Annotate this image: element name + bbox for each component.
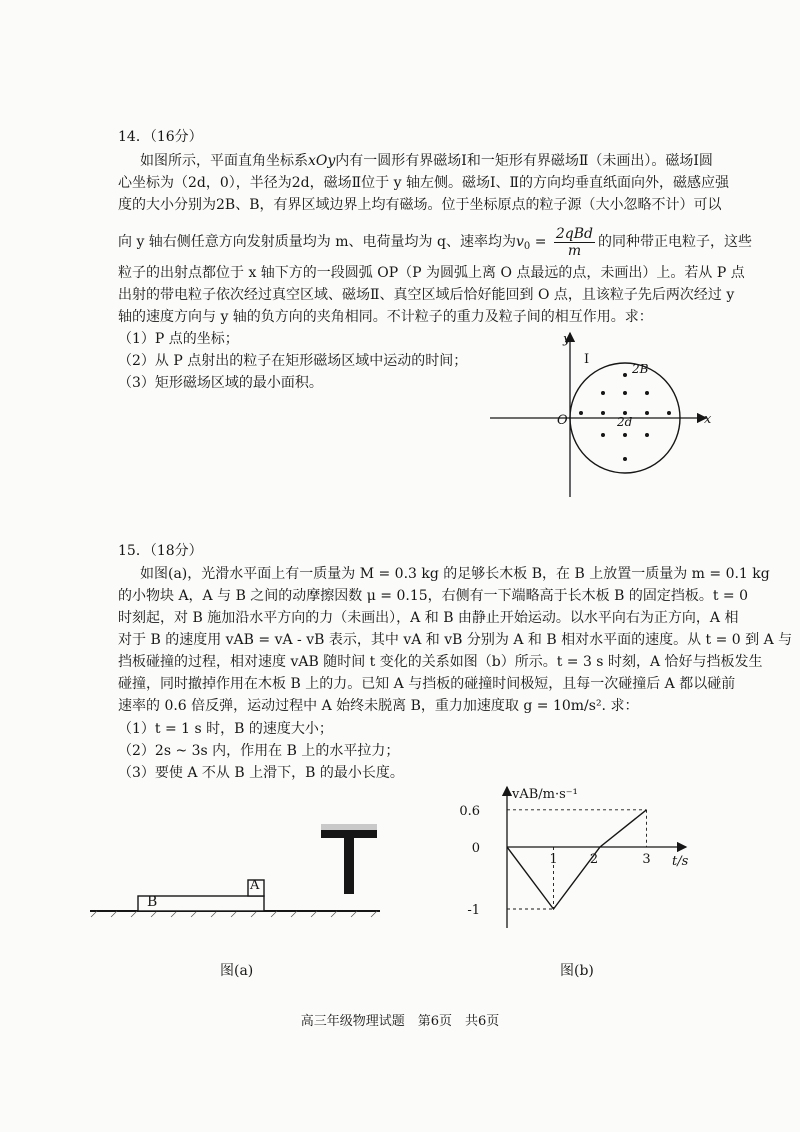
field-strength-label: 2B bbox=[632, 362, 649, 376]
q15-line-2: 的小物块 A，A 与 B 之间的动摩擦因数 μ = 0.15，右侧有一下端略高于长木板 B 的固定挡板。t = 0 bbox=[118, 588, 749, 604]
q14-field-diagram bbox=[480, 325, 720, 500]
q14-question-1: （1）P 点的坐标； bbox=[118, 331, 239, 347]
q14-line-4 bbox=[118, 222, 752, 267]
q14-line-1 bbox=[140, 150, 713, 172]
q15-line-1: 如图(a)，光滑水平面上有一质量为 M = 0.3 kg 的足够长木板 B，在 B 上放置一质量为 m = 0.1 kg bbox=[140, 566, 770, 582]
x-axis-label: x bbox=[704, 412, 712, 427]
q14-text: 的同种带正电粒子，这些 bbox=[598, 234, 753, 250]
block-a-label: A bbox=[250, 878, 260, 893]
field-dot bbox=[623, 391, 627, 395]
block-b-label: B bbox=[147, 894, 158, 910]
field-dot bbox=[645, 411, 649, 415]
field-dot bbox=[623, 457, 627, 461]
q15-line-3: 时刻起，对 B 施加沿水平方向的力（未画出），A 和 B 由静止开始运动。以水平向右为正方向，A 相 bbox=[118, 610, 739, 626]
origin-label: O bbox=[557, 413, 568, 428]
y-tick--1: -1 bbox=[467, 903, 480, 918]
fig-b-caption: 图(b) bbox=[560, 963, 594, 979]
field-dot bbox=[645, 391, 649, 395]
vab-axis-label: vAB/m·s⁻¹ bbox=[512, 787, 578, 802]
tick-labels bbox=[459, 804, 650, 918]
q14-text: 内有一圆形有界磁场Ⅰ和一矩形有界磁场Ⅱ（未画出）。磁场Ⅰ圆 bbox=[335, 153, 713, 169]
v0-symbol: v bbox=[515, 234, 524, 250]
y-axis-label: y bbox=[563, 332, 571, 347]
q15-question-1: （1）t = 1 s 时，B 的速度大小； bbox=[118, 721, 333, 737]
radius-label: 2d bbox=[617, 415, 633, 429]
q14-xoy: xOy bbox=[308, 153, 336, 169]
q15-line-7: 速率的 0.6 倍反弹，运动过程中 A 始终未脱离 B，重力加速度取 g = 10m/s². 求： bbox=[118, 698, 639, 714]
fig-a-diagram bbox=[85, 820, 385, 920]
q15-line-4: 对于 B 的速度用 vAB = vA - vB 表示，其中 vA 和 vB 分别为 A 和 B 相对水平面的速度。从 t = 0 到 A 与 bbox=[118, 632, 793, 648]
guide-lines bbox=[507, 810, 647, 909]
fraction-denominator: m bbox=[567, 242, 582, 259]
q15-question-3: （3）要使 A 不从 B 上滑下，B 的最小长度。 bbox=[118, 765, 404, 781]
speed-fraction bbox=[554, 226, 595, 259]
q15-question-2: （2）2s ~ 3s 内，作用在 B 上的水平拉力； bbox=[118, 743, 400, 759]
page-footer: 高三年级物理试题 第6页 共6页 bbox=[300, 1014, 500, 1029]
region-label: I bbox=[584, 352, 590, 367]
field-dot bbox=[579, 411, 583, 415]
q14-line-2: 心坐标为（2d，0），半径为2d，磁场Ⅱ位于 y 轴左侧。磁场Ⅰ、Ⅱ的方向均垂直纸面向外，磁感应强 bbox=[118, 175, 730, 191]
q14-text: 如图所示，平面直角坐标系 bbox=[140, 153, 308, 169]
field-dot bbox=[601, 433, 605, 437]
x-tick-2: 2 bbox=[589, 852, 599, 867]
x-tick-1: 1 bbox=[549, 852, 558, 867]
q14-line-3: 度的大小分别为2B、B，有界区域边界上均有磁场。位于坐标原点的粒子源（大小忽略不计）可以 bbox=[118, 197, 722, 213]
y-tick-0.6: 0.6 bbox=[459, 803, 480, 819]
field-dot bbox=[645, 433, 649, 437]
baffle-top-bar bbox=[321, 830, 377, 838]
q15-header: 15．（18分） bbox=[118, 543, 203, 559]
field-dot bbox=[623, 373, 627, 377]
q14-line-6: 出射的带电粒子依次经过真空区域、磁场Ⅱ、真空区域后恰好能回到 O 点，且该粒子先后两次经过 y bbox=[118, 287, 735, 303]
fraction-numerator: 2qBd bbox=[555, 225, 594, 242]
field-dot bbox=[623, 433, 627, 437]
field-dot bbox=[601, 391, 605, 395]
q14-header: 14．（16分） bbox=[118, 129, 203, 145]
q14-text: 向 y 轴右侧任意方向发射质量均为 m、电荷量均为 q、速率均为 bbox=[118, 234, 516, 250]
fig-a-caption: 图(a) bbox=[220, 963, 254, 979]
time-axis-label: t/s bbox=[672, 854, 689, 869]
equals: = bbox=[530, 234, 551, 250]
field-dot bbox=[601, 411, 605, 415]
x-tick-3: 3 bbox=[642, 852, 651, 867]
vab-series-line bbox=[507, 810, 647, 909]
baffle-post bbox=[344, 838, 354, 894]
q14-line-7: 轴的速度方向与 y 轴的负方向的夹角相同。不计粒子的重力及粒子间的相互作用。求： bbox=[118, 309, 653, 325]
q15-line-6: 碰撞，同时撤掉作用在木板 B 上的力。已知 A 与挡板的碰撞时间极短，且每一次碰撞后 A 都以碰前 bbox=[118, 676, 736, 692]
v0-subscript: 0 bbox=[523, 241, 531, 252]
field-dot bbox=[667, 411, 671, 415]
q14-question-2: （2）从 P 点射出的粒子在矩形磁场区域中运动的时间； bbox=[118, 353, 468, 369]
fig-b-vt-chart bbox=[450, 785, 700, 935]
q15-line-5: 挡板碰撞的过程，相对速度 vAB 随时间 t 变化的关系如图（b）所示。t = 3 s 时刻，A 恰好与挡板发生 bbox=[118, 654, 763, 670]
q14-question-3: （3）矩形磁场区域的最小面积。 bbox=[118, 375, 323, 391]
y-tick-0: 0 bbox=[471, 841, 480, 856]
baffle-mount bbox=[321, 824, 377, 830]
q14-line-5: 粒子的出射点都位于 x 轴下方的一段圆弧 OP（P 为圆弧上离 O 点最远的点，未画出）上。若从 P 点 bbox=[118, 265, 745, 281]
